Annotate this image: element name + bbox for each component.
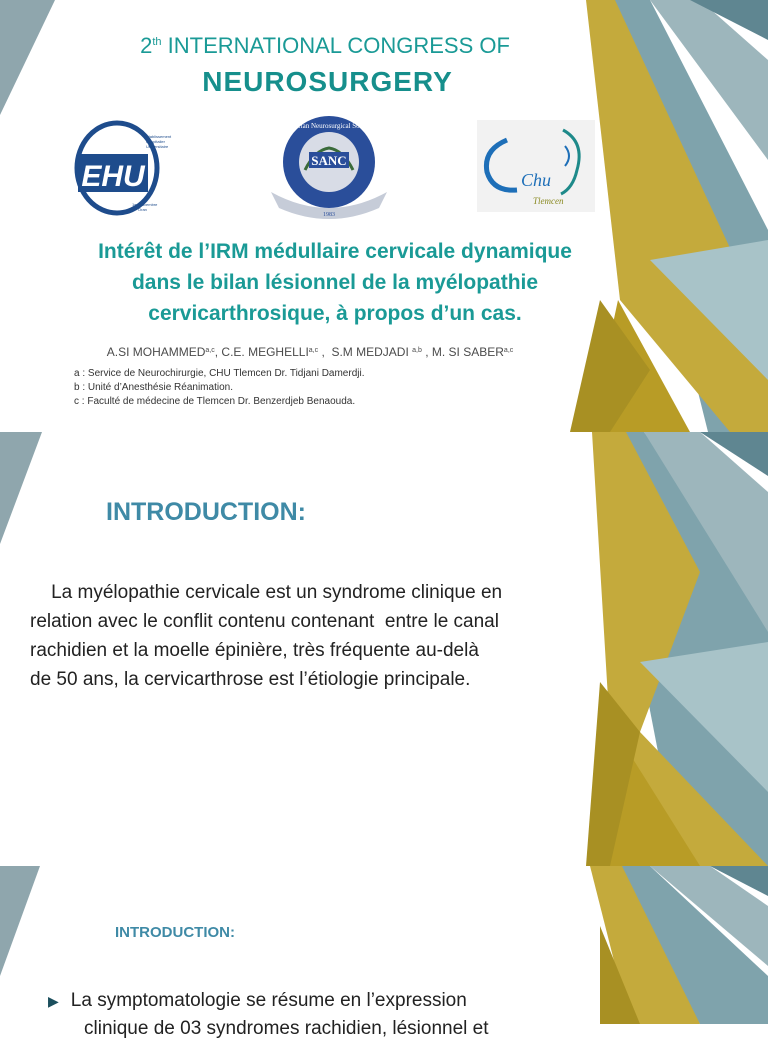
author-affiliation-sup: a,b <box>412 347 422 354</box>
title-line-3: cervicarthrosique, à propos d’un cas. <box>148 302 522 325</box>
congress-title-text: INTERNATIONAL CONGRESS OF <box>161 33 510 58</box>
congress-number: 2 <box>140 33 153 58</box>
title-line-2: dans le bilan lésionnel de la myélopathie <box>131 271 539 294</box>
author-separator: , <box>214 345 222 359</box>
svg-text:Oran: Oran <box>138 207 147 212</box>
svg-text:SANC: SANC <box>311 153 347 168</box>
svg-text:Universitaire: Universitaire <box>146 144 169 149</box>
author-name: C.E. MEGHELLI <box>221 345 309 359</box>
introduction-paragraph <box>30 578 620 694</box>
title-line-1: Intérêt de l’IRM médullaire cervicale dynamique <box>98 240 572 263</box>
paragraph-line: de 50 ans, la cervicarthrose est l’étiologie principale. <box>30 669 471 690</box>
svg-text:1er Novembre: 1er Novembre <box>132 202 158 207</box>
introduction-slide <box>0 432 768 866</box>
svg-text:Tlemcen: Tlemcen <box>533 196 564 206</box>
author-affiliation-sup: a,c <box>503 347 514 354</box>
title-slide <box>0 0 768 432</box>
affiliation-a: a : Service de Neurochirurgie, CHU Tlemcen Dr. Tidjani Damerdji. <box>74 368 365 379</box>
ehu-logo <box>72 116 172 216</box>
congress-title <box>0 33 650 59</box>
affiliation-b: b : Unité d’Anesthésie Réanimation. <box>74 382 233 393</box>
affiliation-c: c : Faculté de médecine de Tlemcen Dr. Benzerdjeb Benaouda. <box>74 396 356 407</box>
paragraph-line: rachidien et la moelle épinière, très fréquente au-delà <box>30 640 479 661</box>
author-list <box>0 345 620 359</box>
congress-number-suffix: th <box>152 36 162 48</box>
author-name: M. SI SABER <box>431 345 504 359</box>
bullet-item <box>48 990 489 1039</box>
congress-subtitle: NEUROSURGERY <box>202 66 453 97</box>
author-affiliation-sup: a,c <box>308 347 319 354</box>
svg-text:Chu: Chu <box>521 170 552 190</box>
section-heading: INTRODUCTION: <box>106 498 306 526</box>
introduction-slide-2 <box>0 866 768 1039</box>
svg-text:1983: 1983 <box>323 212 335 218</box>
triangle-bullet-icon: ▶ <box>48 993 59 1009</box>
author-separator: , <box>421 345 432 359</box>
bullet-text-line-1: La symptomatologie se résume en l’expression <box>70 990 467 1011</box>
paragraph-line: La myélopathie cervicale est un syndrome clinique en <box>30 582 503 603</box>
presentation-title <box>30 236 640 329</box>
svg-text:Hospitalier: Hospitalier <box>146 139 165 144</box>
chu-tlemcen-logo <box>477 120 595 212</box>
sanc-logo <box>265 112 393 222</box>
author-name: A.SI MOHAMMED <box>106 345 206 359</box>
paragraph-line: relation avec le conflit contenu contenant entre le canal <box>30 611 499 632</box>
svg-text:EHU: EHU <box>81 160 145 193</box>
section-heading: INTRODUCTION: <box>115 924 235 941</box>
svg-text:Etablissement: Etablissement <box>146 134 172 139</box>
svg-text:Algerian Neurosurgical Society: Algerian Neurosurgical Society <box>284 122 374 130</box>
bullet-text-line-2: clinique de 03 syndromes rachidien, lésionnel et <box>84 1018 489 1039</box>
author-separator: , <box>318 345 332 359</box>
author-name: S.M MEDJADI <box>331 345 413 359</box>
author-affiliation-sup: a,c <box>205 347 215 354</box>
